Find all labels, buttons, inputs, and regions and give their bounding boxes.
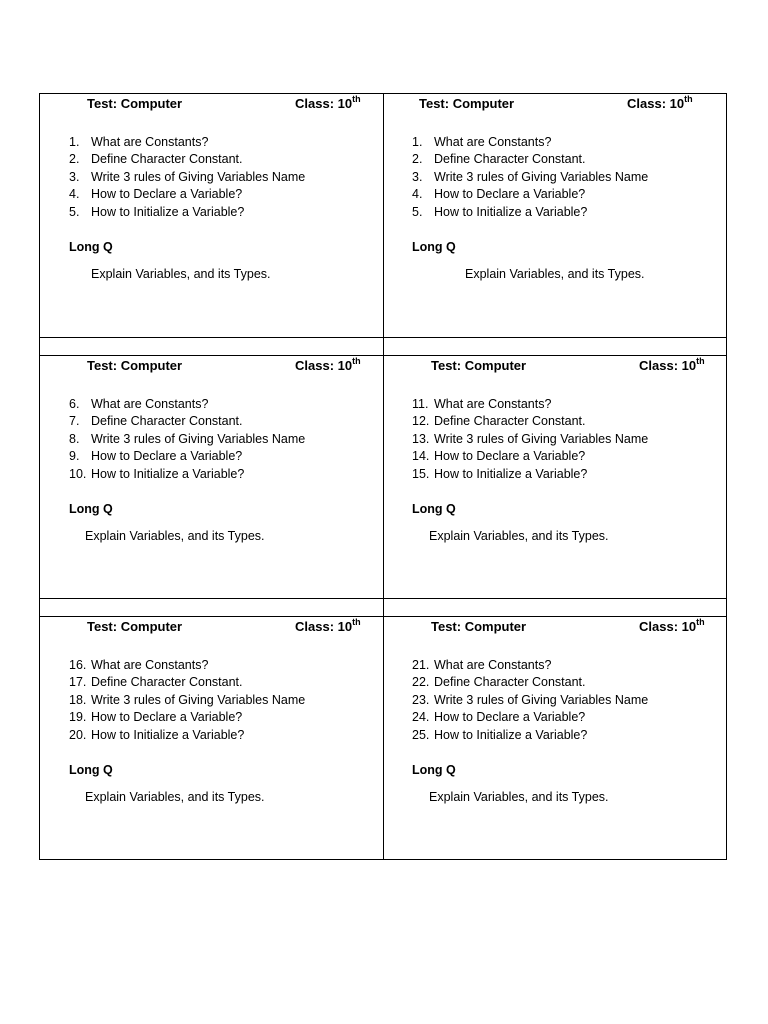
long-question-heading: Long Q [69,763,113,777]
question-item: 2. Define Character Constant. [69,152,243,167]
long-question-heading: Long Q [69,240,113,254]
test-sheet [39,93,727,860]
question-item: 25. How to Initialize a Variable? [412,727,588,742]
long-question-text: Explain Variables, and its Types. [429,529,609,543]
test-card [40,356,383,599]
long-question-text: Explain Variables, and its Types. [85,790,265,804]
test-title: Test: Computer [431,619,527,634]
question-item: 7. Define Character Constant. [69,414,243,429]
question-item: 12. Define Character Constant. [412,414,586,429]
long-question-text: Explain Variables, and its Types. [429,790,609,804]
long-question-heading: Long Q [412,240,456,254]
long-question-text: Explain Variables, and its Types. [91,267,271,281]
test-title: Test: Computer [419,96,515,111]
test-card [384,94,727,337]
question-item: 1. What are Constants? [412,135,552,149]
question-list [412,657,648,744]
long-question-text: Explain Variables, and its Types. [465,267,645,281]
long-question-heading: Long Q [412,502,456,516]
question-item: 4. How to Declare a Variable? [412,187,586,202]
question-item: 15. How to Initialize a Variable? [412,466,588,481]
question-item: 11. What are Constants? [412,397,552,411]
test-title: Test: Computer [431,358,527,373]
row-divider [40,337,726,338]
question-item: 18. Write 3 rules of Giving Variables Name [69,692,306,707]
question-item: 6. What are Constants? [69,397,209,411]
question-item: 17. Define Character Constant. [69,675,243,690]
question-item: 14. How to Declare a Variable? [412,449,586,464]
question-list [412,396,648,483]
test-title: Test: Computer [87,358,183,373]
question-item: 10. How to Initialize a Variable? [69,466,245,481]
class-label: Class: 10th [627,93,693,111]
question-list [412,134,648,221]
question-list [69,657,305,744]
question-item: 19. How to Declare a Variable? [69,710,243,725]
test-title: Test: Computer [87,96,183,111]
question-item: 3. Write 3 rules of Giving Variables Name [412,169,649,184]
long-question-heading: Long Q [69,502,113,516]
test-card [40,94,383,337]
question-item: 5. How to Initialize a Variable? [69,204,245,219]
question-item: 13. Write 3 rules of Giving Variables Name [412,431,649,446]
question-item: 8. Write 3 rules of Giving Variables Name [69,431,306,446]
question-item: 21. What are Constants? [412,658,552,672]
test-card [384,356,727,599]
question-list [69,396,305,483]
class-label: Class: 10th [295,355,361,373]
class-label: Class: 10th [639,355,705,373]
test-card [384,617,727,860]
question-item: 4. How to Declare a Variable? [69,187,243,202]
question-item: 20. How to Initialize a Variable? [69,727,245,742]
question-item: 22. Define Character Constant. [412,675,586,690]
question-item: 1. What are Constants? [69,135,209,149]
long-question-heading: Long Q [412,763,456,777]
question-item: 9. How to Declare a Variable? [69,449,243,464]
question-item: 24. How to Declare a Variable? [412,710,586,725]
class-label: Class: 10th [295,616,361,634]
class-label: Class: 10th [639,616,705,634]
class-label: Class: 10th [295,93,361,111]
question-item: 3. Write 3 rules of Giving Variables Name [69,169,306,184]
question-item: 16. What are Constants? [69,658,209,672]
long-question-text: Explain Variables, and its Types. [85,529,265,543]
question-list [69,134,305,221]
test-card [40,617,383,860]
question-item: 2. Define Character Constant. [412,152,586,167]
test-title: Test: Computer [87,619,183,634]
question-item: 23. Write 3 rules of Giving Variables Name [412,692,649,707]
question-item: 5. How to Initialize a Variable? [412,204,588,219]
